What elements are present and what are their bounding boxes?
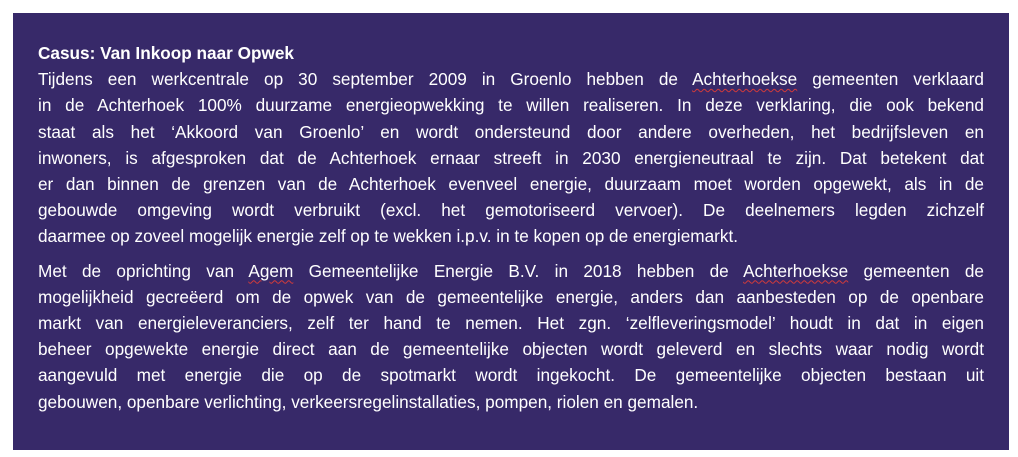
- text-line: mogelijkheid gecreëerd om de opwek van de gemeentelijke energie, anders dan aanbesteden op de openbare: [38, 286, 984, 307]
- text-line: markt van energieleveranciers, zelf ter hand te nemen. Het zgn. ‘zelfleveringsmodel’ houdt in dat in eigen: [38, 313, 984, 334]
- text-line: aangevuld met energie die op de spotmarkt wordt ingekocht. De gemeentelijke objecten bestaan uit: [38, 365, 984, 386]
- spellcheck-word: Achterhoekse: [743, 260, 849, 281]
- text-line: beheer opgewekte energie direct aan de gemeentelijke objecten wordt geleverd en slechts waar nodig wordt: [38, 339, 984, 360]
- text-line: gebouwde omgeving wordt verbruikt (excl. het gemotoriseerd vervoer). De deelnemers legden zichzelf: [38, 200, 984, 221]
- text-line: [38, 258, 984, 284]
- text-segment: gemeenten de: [848, 260, 984, 281]
- casus-title: Casus: Van Inkoop naar Opwek: [38, 43, 294, 63]
- text-segment: Met de oprichting van: [38, 260, 249, 281]
- text-segment: gemeenten verklaard: [797, 69, 984, 90]
- spellcheck-word: Achterhoekse: [692, 69, 798, 90]
- text-line: er dan binnen de grenzen van de Achterhoek evenveel energie, duurzaam moet worden opgewekt, als in de: [38, 174, 984, 195]
- text-segment: Tijdens een werkcentrale op 30 september 2009 in Groenlo hebben de: [38, 69, 693, 90]
- text-line: [38, 66, 984, 92]
- text-line: daarmee op zoveel mogelijk energie zelf op te wekken i.p.v. in te kopen op de energiemarkt.: [38, 226, 738, 247]
- text-line: gebouwen, openbare verlichting, verkeersregelinstallaties, pompen, riolen en gemalen.: [38, 391, 699, 412]
- text-line: staat als het ‘Akkoord van Groenlo’ en wordt ondersteund door andere overheden, het bedrijfsleven en: [38, 121, 984, 142]
- text-line: inwoners, is afgesproken dat de Achterhoek ernaar streeft in 2030 energieneutraal te zijn. Dat betekent dat: [38, 147, 984, 168]
- paragraph-1: [38, 66, 984, 249]
- casus-box: [13, 13, 1009, 450]
- text-segment: Gemeentelijke Energie B.V. in 2018 hebben de: [293, 260, 744, 281]
- paragraph-2: [38, 258, 984, 415]
- spellcheck-word: Agem: [248, 260, 294, 281]
- text-line: in de Achterhoek 100% duurzame energieopwekking te willen realiseren. In deze verklaring, die ook bekend: [38, 95, 984, 116]
